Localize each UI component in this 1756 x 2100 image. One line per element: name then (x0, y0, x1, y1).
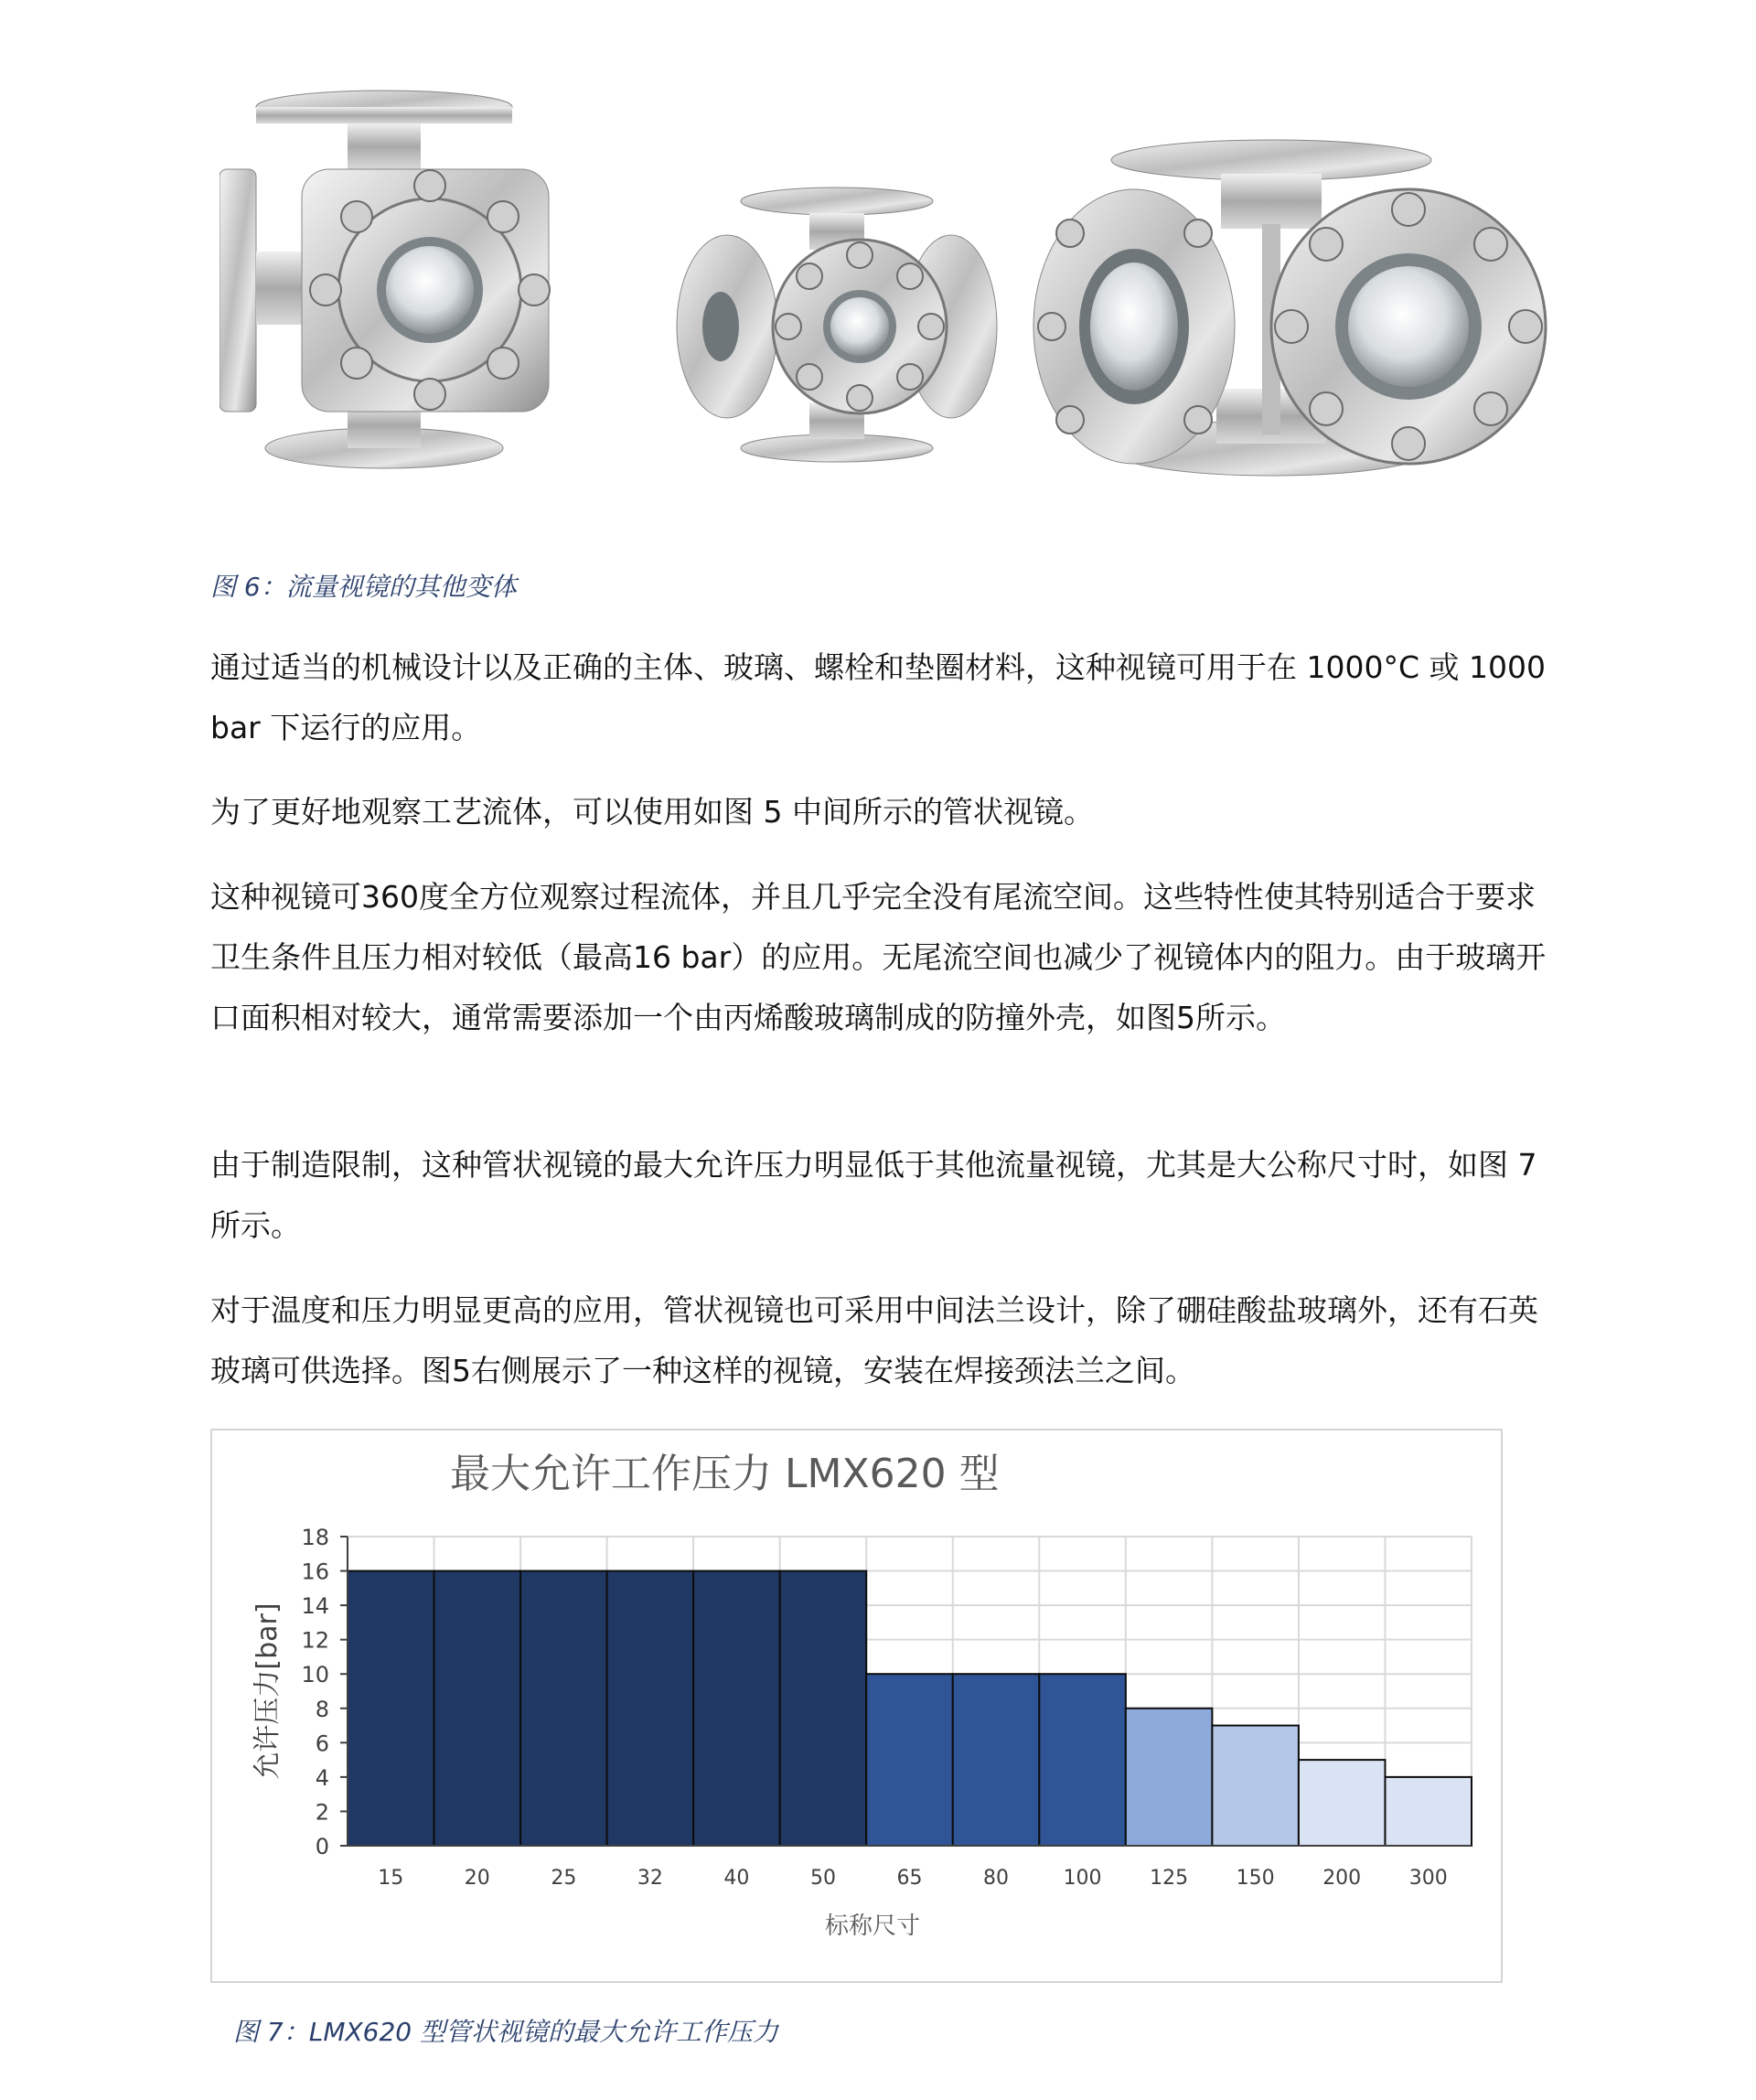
y-tick-label: 10 (301, 1662, 329, 1688)
paragraph-5: 对于温度和压力明显更高的应用，管状视镜也可采用中间法兰设计，除了硼硅酸盐玻璃外，还有石英玻璃可供选择。图5右侧展示了一种这样的视镜，安装在焊接颈法兰之间。 (210, 1292, 1538, 1388)
x-axis-label: 标称尺寸 (824, 1912, 921, 1940)
x-tick-label: 65 (896, 1867, 923, 1890)
x-tick-label: 20 (464, 1867, 490, 1890)
bar-50 (780, 1571, 867, 1846)
bar-32 (607, 1571, 694, 1846)
sight-glass-large (1033, 140, 1546, 476)
y-tick-label: 12 (301, 1627, 329, 1654)
y-tick-label: 6 (315, 1730, 329, 1757)
y-tick-label: 18 (301, 1525, 329, 1550)
y-axis-label: 允许压力[bar] (252, 1602, 284, 1780)
figure-6-caption: 图 6：流量视镜的其他变体 (210, 572, 517, 602)
sight-glass-cross (220, 91, 550, 468)
y-tick-label: 4 (315, 1764, 329, 1791)
paragraph-2: 为了更好地观察工艺流体，可以使用如图 5 中间所示的管状视镜。 (210, 794, 1094, 830)
paragraph-1: 通过适当的机械设计以及正确的主体、玻璃、螺栓和垫圈材料，这种视镜可用于在 1000°C 或 1000 bar 下运行的应用。 (210, 649, 1546, 745)
figure-7-caption: 图 7：LMX620 型管状视镜的最大允许工作压力 (233, 2017, 778, 2047)
x-tick-label: 150 (1236, 1867, 1275, 1890)
bar-200 (1299, 1760, 1386, 1846)
x-tick-label: 40 (723, 1867, 750, 1890)
y-axis-ticks (301, 1525, 348, 1859)
bar-125 (1126, 1709, 1213, 1846)
bar-100 (1039, 1674, 1126, 1846)
x-tick-label: 25 (551, 1867, 577, 1890)
x-tick-label: 100 (1063, 1867, 1102, 1890)
paragraph-3: 这种视镜可360度全方位观察过程流体，并且几乎完全没有尾流空间。这些特性使其特别适合于要求卫生条件且压力相对较低（最高16 bar）的应用。无尾流空间也减少了视镜体内的阻力。由于玻璃开口面积相对较大，通常需要添加一个由丙烯酸玻璃制成的防撞外壳，如图5所示。 (210, 879, 1547, 1035)
x-tick-label: 80 (983, 1867, 1010, 1890)
sight-glass-tubular (677, 188, 997, 462)
bar-65 (866, 1674, 953, 1846)
pressure-chart (210, 1429, 1503, 1983)
bar-80 (953, 1674, 1040, 1846)
y-tick-label: 14 (301, 1593, 329, 1620)
bar-300 (1385, 1777, 1472, 1846)
y-tick-label: 2 (315, 1799, 329, 1826)
bar-150 (1212, 1726, 1299, 1846)
x-tick-label: 300 (1408, 1867, 1448, 1890)
x-tick-label: 50 (809, 1867, 836, 1890)
paragraph-4: 由于制造限制，这种管状视镜的最大允许压力明显低于其他流量视镜，尤其是大公称尺寸时，如图 7 所示。 (210, 1147, 1537, 1243)
x-tick-label: 15 (378, 1867, 404, 1890)
x-tick-label: 125 (1150, 1867, 1189, 1890)
x-tick-label: 200 (1322, 1867, 1362, 1890)
y-tick-label: 8 (315, 1696, 329, 1722)
sight-glass-photos (220, 87, 1573, 517)
bar-15 (348, 1571, 434, 1846)
x-tick-label: 32 (637, 1867, 663, 1890)
y-tick-label: 16 (301, 1559, 329, 1585)
x-axis-ticks (378, 1867, 1447, 1890)
bar-40 (693, 1571, 780, 1846)
chart-title: 最大允许工作压力 LMX620 型 (450, 1451, 1000, 1497)
bar-20 (434, 1571, 521, 1846)
bar-25 (520, 1571, 607, 1846)
y-tick-label: 0 (315, 1834, 329, 1859)
